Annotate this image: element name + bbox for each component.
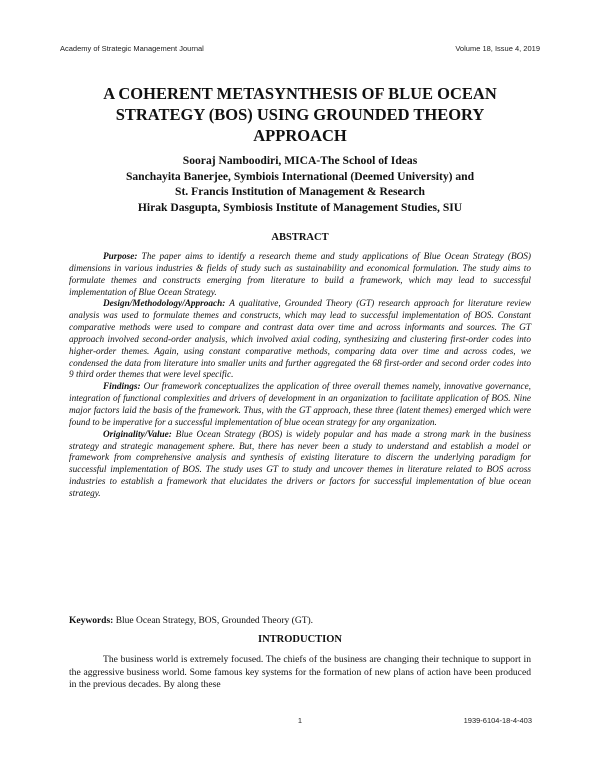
section-text: Blue Ocean Strategy (BOS) is widely popular and has made a strong mark in the business strategy and strategic management sphere. But, there has never been a study to understand and establish a model or framework from comprehensive analysis and synthesis of existing literature to discern the underlying paradigm for successful implementation of BOS. The study uses GT to study and uncover themes in literature related to BOS across industries to establish a framework that elucidates the drivers or factors for successful implementation of blue ocean strategy. xyxy=(69,429,531,499)
section-label: Originality/Value: xyxy=(103,429,172,440)
keywords-text: Blue Ocean Strategy, BOS, Grounded Theory (GT). xyxy=(113,616,314,626)
section-label: Findings: xyxy=(103,382,141,393)
page-footer xyxy=(60,716,540,728)
section-text: Our framework conceptualizes the application of three overall themes namely, innovative governance, integration of functional complexities and drivers of development in an organization to facilitate application of BOS. Nine major factors laid the basis of the framework. Thus, with the GT approach, these three (latent themes) emerged which were found to be imperative for a successful implementation of blue ocean strategy for any organization. xyxy=(69,382,531,428)
author-line: Hirak Dasgupta, Symbiosis Institute of Management Studies, SIU xyxy=(137,200,463,214)
abstract-paragraph-findings xyxy=(69,382,531,429)
journal-name: Academy of Strategic Management Journal xyxy=(60,44,204,53)
abstract-heading: ABSTRACT xyxy=(271,232,329,243)
author-line: Sooraj Namboodiri, MICA-The School of Ideas xyxy=(182,154,418,167)
section-label: Design/Methodology/Approach: xyxy=(103,299,226,310)
volume-issue: Volume 18, Issue 4, 2019 xyxy=(455,44,540,53)
section-label: Purpose: xyxy=(103,252,138,262)
page-number: 1 xyxy=(297,716,303,725)
introduction-body xyxy=(69,654,531,692)
abstract-body xyxy=(69,252,531,501)
author-block xyxy=(60,153,540,215)
abstract-paragraph-originality xyxy=(69,430,531,501)
author-line: St. Francis Institution of Management & Research xyxy=(175,185,425,198)
keywords-label: Keywords: xyxy=(69,616,114,626)
section-text: A qualitative, Grounded Theory (GT) research approach for literature review analysis was used to formulate themes and constructs, which may lead to successful implementation of BOS. Constant comparative methods were used to compare and contrast data over time and across informants and sources. The GT approach involved second-order analysis, which involved axial coding, synthesizing and clustering first-order codes into higher-order themes. Again, using constant comparative methods, comparing data over time and across codes, we condensed the data from literature into smaller units and further aggregated the 68 first-order and second order codes into 9 third order themes that were level specific. xyxy=(69,299,531,381)
abstract-paragraph-methodology xyxy=(69,299,531,382)
section-text: The paper aims to identify a research theme and study applications of Blue Ocean Strategy (BOS) dimensions in various industries & fields of study such as sustainability and economical formulation. The study aims to formulate themes and constructs emerging from literature to build a framework, which may lead to successful implementation of Blue Ocean Strategy. xyxy=(69,252,531,298)
introduction-paragraph: The business world is extremely focused. The chiefs of the business are changing their technique to support in the aggressive business world. Some famous key systems for the formation of new plans of action have been produced in the previous decades. By along these xyxy=(69,654,531,691)
abstract-paragraph-purpose xyxy=(69,252,531,299)
running-header xyxy=(60,44,540,58)
paper-title: A COHERENT METASYNTHESIS OF BLUE OCEAN STRATEGY (BOS) USING GROUNDED THEORY APPROACH xyxy=(103,84,497,145)
article-code: 1939-6104-18-4-403 xyxy=(463,716,532,725)
introduction-heading: INTRODUCTION xyxy=(257,634,342,645)
author-line: Sanchayita Banerjee, Symbiois International (Deemed University) and xyxy=(125,169,475,183)
keywords xyxy=(69,616,531,626)
